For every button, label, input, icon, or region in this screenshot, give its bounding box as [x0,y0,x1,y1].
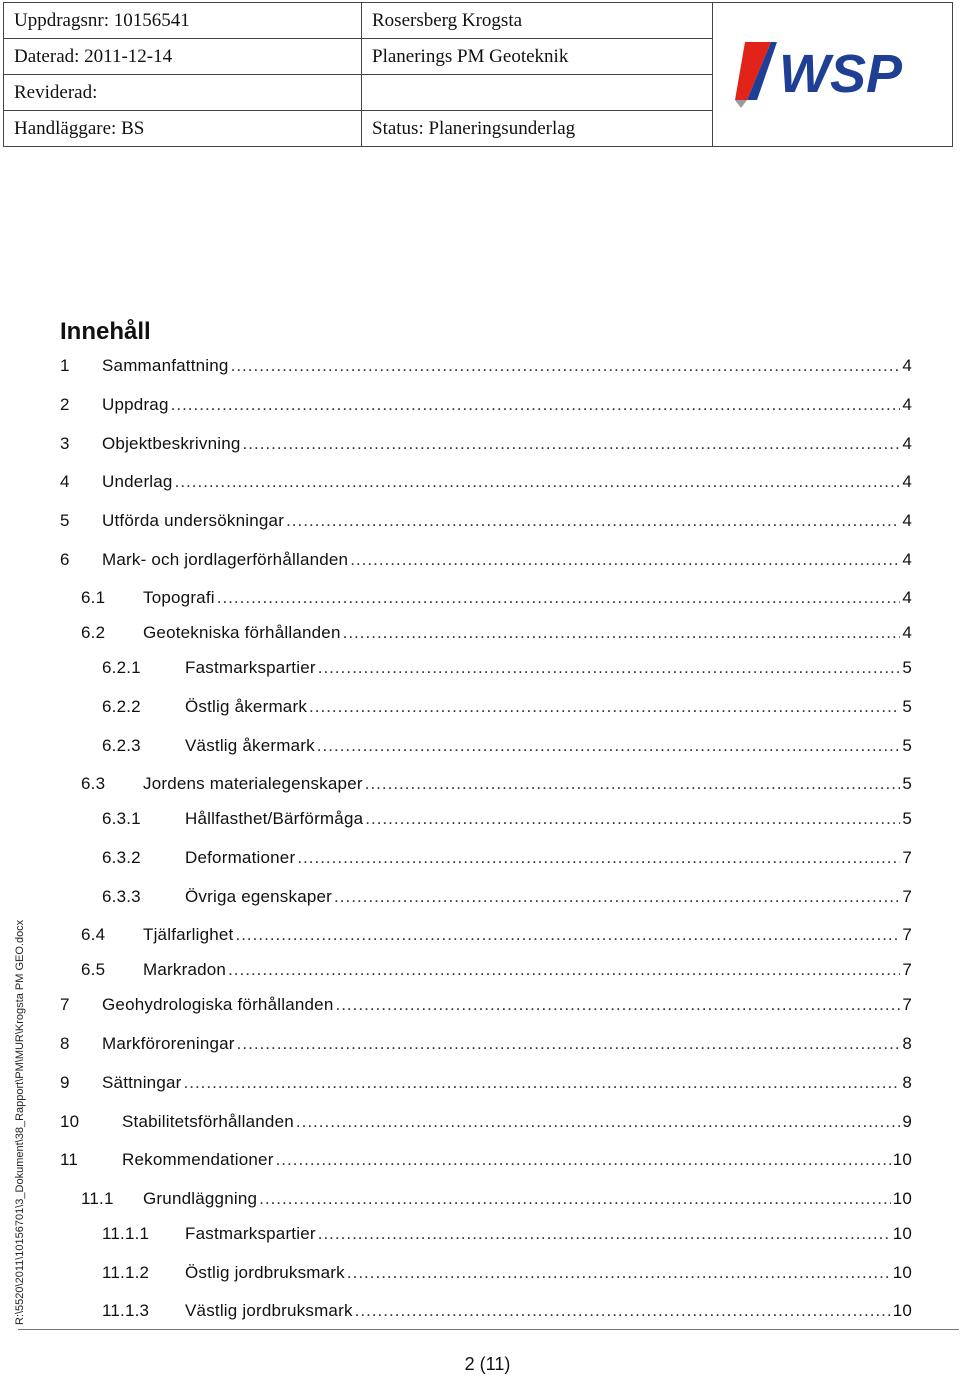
toc-dot-leader [335,995,900,1015]
toc-dot-leader [365,809,900,829]
toc-entry[interactable] [60,736,912,758]
toc-entry-page: 5 [902,697,912,716]
toc-entry-label: Rekommendationer [122,1150,274,1169]
toc-entry-page: 4 [902,623,912,642]
toc-entry-page: 8 [902,1034,912,1053]
date-issued: Daterad: 2011-12-14 [4,39,362,75]
toc-entry-number: 6.2.2 [102,697,141,716]
toc-entry[interactable] [60,697,912,719]
toc-entry-number: 11.1.2 [102,1263,150,1282]
toc-entry-number: 11.1 [81,1189,114,1208]
toc-dot-leader [286,511,900,531]
toc-entry-number: 6.2 [81,623,106,642]
toc-entry-label: Västlig jordbruksmark [185,1301,353,1320]
file-path-label: R:\5520\2011\10156701\3_Dokument\38_Rapport\PM\MUR\Krogsta PM GEO.docx [14,919,26,1325]
toc-entry-number: 5 [60,511,70,530]
toc-entry[interactable] [60,550,912,572]
toc-entry-page: 8 [902,1073,912,1092]
toc-entry[interactable] [60,774,912,796]
document-header [3,2,953,147]
toc-entry-label: Uppdrag [102,395,169,414]
toc-entry-number: 6.2.3 [102,736,141,755]
toc-dot-leader [243,434,901,454]
toc-entry-page: 10 [892,1301,912,1320]
toc-entry-page: 10 [892,1150,912,1169]
footer-divider [18,1329,959,1330]
toc-entry-page: 5 [902,809,912,828]
toc-entry[interactable] [60,1150,912,1172]
toc-entry-number: 4 [60,472,70,491]
assignment-number: Uppdragsnr: 10156541 [4,3,362,39]
toc-entry[interactable] [60,925,912,947]
toc-entry-number: 9 [60,1073,70,1092]
logo-text: WSP [778,43,902,104]
toc-entry-number: 6.3.2 [102,848,141,867]
toc-entry-page: 4 [902,511,912,530]
toc-entry-number: 6.3.1 [102,809,141,828]
revised-date: Reviderad: [4,75,362,111]
toc-entry[interactable] [60,995,912,1017]
toc-entry-label: Fastmarkspartier [185,658,316,677]
toc-entry[interactable] [60,1034,912,1056]
toc-entry-page: 7 [902,887,912,906]
toc-entry[interactable] [60,960,912,982]
toc-entry-label: Övriga egenskaper [185,887,333,906]
toc-entry-page: 7 [902,848,912,867]
document-status: Status: Planeringsunderlag [362,111,713,147]
toc-entry-label: Utförda undersökningar [102,511,285,530]
toc-entry-page: 4 [902,434,912,453]
toc-entry-number: 3 [60,434,70,453]
toc-entry-page: 4 [902,550,912,569]
toc-dot-leader [296,1112,900,1132]
toc-entry[interactable] [60,1224,912,1246]
toc-entry-label: Markföroreningar [102,1034,235,1053]
toc-entry-number: 6.4 [81,925,106,944]
toc-entry[interactable] [60,472,912,494]
toc-entry-page: 5 [902,736,912,755]
toc-dot-leader [237,1034,901,1054]
toc-entry[interactable] [60,809,912,831]
toc-entry[interactable] [60,887,912,909]
toc-dot-leader [217,588,901,608]
toc-entry[interactable] [60,848,912,870]
toc-entry-number: 11 [60,1150,79,1169]
toc-entry[interactable] [60,511,912,533]
toc-entry-number: 1 [60,356,70,375]
toc-entry-page: 10 [892,1189,912,1208]
toc-dot-leader [318,658,901,678]
toc-dot-leader [171,395,901,415]
toc-entry-number: 11.1.3 [102,1301,150,1320]
toc-entry-label: Underlag [102,472,173,491]
toc-entry-page: 7 [902,925,912,944]
toc-entry-label: Östlig jordbruksmark [185,1263,345,1282]
toc-dot-leader [297,848,900,868]
empty-cell [362,75,713,111]
toc-entry-label: Stabilitetsförhållanden [122,1112,294,1131]
toc-entry-page: 4 [902,588,912,607]
toc-entry-label: Hållfasthet/Bärförmåga [185,809,364,828]
toc-entry-label: Mark- och jordlagerförhållanden [102,550,349,569]
toc-entry-number: 8 [60,1034,70,1053]
wsp-logo [733,32,933,112]
toc-dot-leader [343,623,901,643]
toc-dot-leader [355,1301,891,1321]
toc-entry[interactable] [60,623,912,645]
toc-dot-leader [231,356,901,376]
toc-entry[interactable] [60,356,912,378]
toc-entry[interactable] [60,1263,912,1285]
toc-entry-number: 6.3.3 [102,887,141,906]
toc-entry-label: Topografi [143,588,215,607]
toc-entry-label: Östlig åkermark [185,697,308,716]
toc-entry-page: 10 [892,1263,912,1282]
toc-entry-page: 10 [892,1224,912,1243]
toc-dot-leader [184,1073,901,1093]
toc-entry-page: 4 [902,472,912,491]
toc-entry-number: 10 [60,1112,80,1131]
toc-entry-label: Västlig åkermark [185,736,315,755]
toc-dot-leader [235,925,900,945]
toc-title: Innehåll [60,318,151,345]
toc-entry[interactable] [60,658,912,680]
toc-dot-leader [347,1263,891,1283]
toc-dot-leader [317,736,901,756]
toc-entry-number: 6.5 [81,960,106,979]
page-number: 2 (11) [464,1354,511,1374]
toc-entry-label: Deformationer [185,848,296,867]
toc-entry[interactable] [60,1112,912,1134]
toc-entry-page: 4 [902,356,912,375]
logo-cell [713,3,953,147]
toc-dot-leader [175,472,901,492]
toc-entry-number: 6.2.1 [102,658,141,677]
toc-entry-number: 2 [60,395,70,414]
toc-entry-label: Jordens materialegenskaper [143,774,363,793]
toc-entry-label: Grundläggning [143,1189,258,1208]
toc-entry-page: 5 [902,774,912,793]
toc-entry-page: 5 [902,658,912,677]
toc-entry-label: Tjälfarlighet [143,925,234,944]
toc-entry-label: Sättningar [102,1073,182,1092]
toc-entry-label: Geohydrologiska förhållanden [102,995,334,1014]
toc-dot-leader [309,697,900,717]
toc-entry-label: Geotekniska förhållanden [143,623,341,642]
toc-dot-leader [318,1224,891,1244]
toc-entry-number: 7 [60,995,70,1014]
toc-entry[interactable] [60,434,912,456]
handler: Handläggare: BS [4,111,362,147]
toc-entry-page: 4 [902,395,912,414]
toc-dot-leader [365,774,901,794]
toc-entry[interactable] [60,395,912,417]
toc-dot-leader [228,960,900,980]
toc-entry-number: 6.3 [81,774,106,793]
toc-entry-label: Sammanfattning [102,356,229,375]
document-title: Planerings PM Geoteknik [362,39,713,75]
toc-entry-page: 7 [902,995,912,1014]
toc-entry[interactable] [60,1073,912,1095]
toc-entry-number: 11.1.1 [102,1224,150,1243]
toc-dot-leader [350,550,900,570]
toc-entry-page: 7 [902,960,912,979]
toc-entry[interactable] [60,588,912,610]
toc-entry-page: 9 [902,1112,912,1131]
toc-dot-leader [276,1150,891,1170]
toc-entry-number: 6.1 [81,588,106,607]
toc-entry-label: Objektbeskrivning [102,434,241,453]
toc-entry[interactable] [60,1189,912,1211]
toc-entry-label: Markradon [143,960,227,979]
toc-entry[interactable] [60,1301,912,1323]
logo-mark-icon [735,42,777,108]
toc-entry-number: 6 [60,550,70,569]
toc-entry-label: Fastmarkspartier [185,1224,316,1243]
toc-dot-leader [334,887,900,907]
project-name: Rosersberg Krogsta [362,3,713,39]
toc-dot-leader [259,1189,891,1209]
